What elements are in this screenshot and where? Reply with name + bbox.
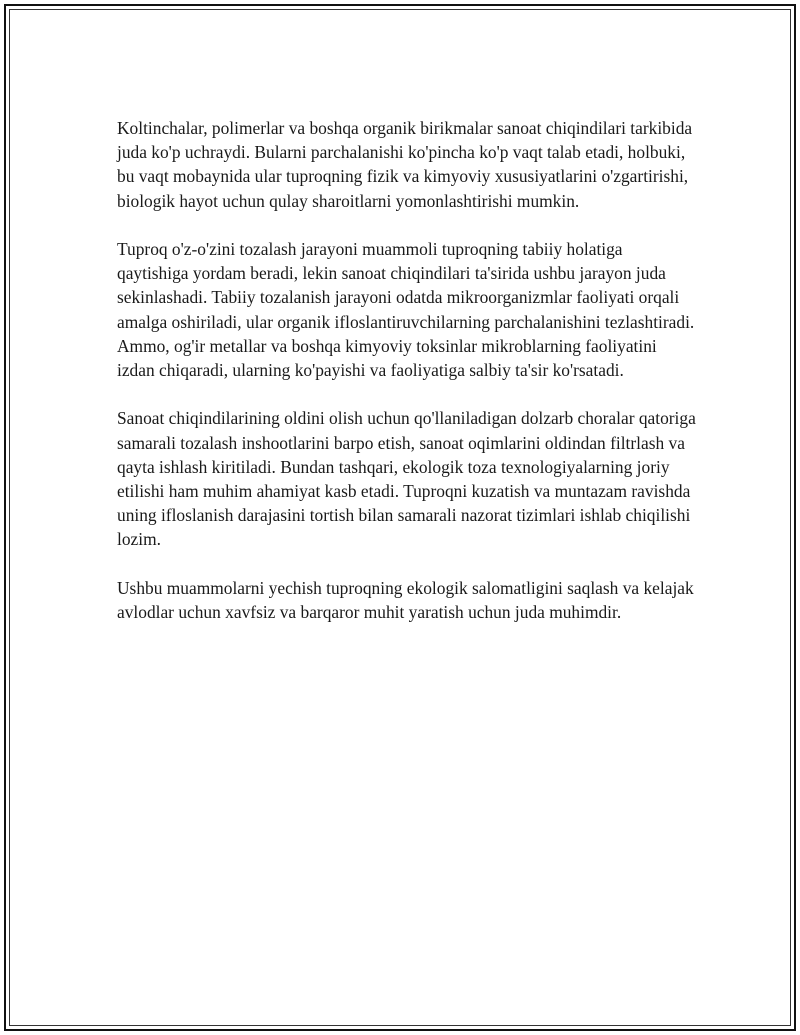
document-body	[117, 116, 697, 648]
paragraph-1: Koltinchalar, polimerlar va boshqa organik birikmalar sanoat chiqindilari tarkibida juda ko'p uchraydi. Bularni parchalanishi ko'pincha ko'p vaqt talab etadi, holbuki, bu vaqt mobaynida ular tuproqning fizik va kimyoviy xususiyatlarini o'zgartirishi, biologik hayot uchun qulay sharoitlarni yomonlashtirishi mumkin.	[117, 118, 693, 211]
paragraph-4: Ushbu muammolarni yechish tuproqning ekologik salomatligini saqlash va kelajak avlodlar uchun xavfsiz va barqaror muhit yaratish uchun juda muhimdir.	[117, 577, 694, 623]
paragraph-3: Sanoat chiqindilarining oldini olish uchun qo'llaniladigan dolzarb choralar qatoriga samarali tozalash inshootlarini barpo etish, sanoat oqimlarini oldindan filtrlash va qayta ishlash kiritiladi. Bundan tashqari, ekologik toza texnologiyalarning joriy etilishi ham muhim ahamiyat kasb etadi. Tuproqni kuzatish va muntazam ravishda uning ifloslanish darajasini tortish bilan samarali nazorat tizimlari ishlab chiqilishi lozim.	[117, 408, 696, 550]
paragraph-2: Tuproq o'z-o'zini tozalash jarayoni muammoli tuproqning tabiiy holatiga qaytishiga yordam beradi, lekin sanoat chiqindilari ta'sirida ushbu jarayon juda sekinlashadi. Tabiiy tozalanish jarayoni odatda mikroorganizmlar faoliyati orqali amalga oshiriladi, ular organik ifloslantiruvchilarning parchalanishini tezlashtiradi. Ammo, og'ir metallar va boshqa kimyoviy toksinlar mikroblarning faoliyatini izdan chiqaradi, ularning ko'payishi va faoliyatiga salbiy ta'sir ko'rsatadi.	[117, 239, 695, 381]
